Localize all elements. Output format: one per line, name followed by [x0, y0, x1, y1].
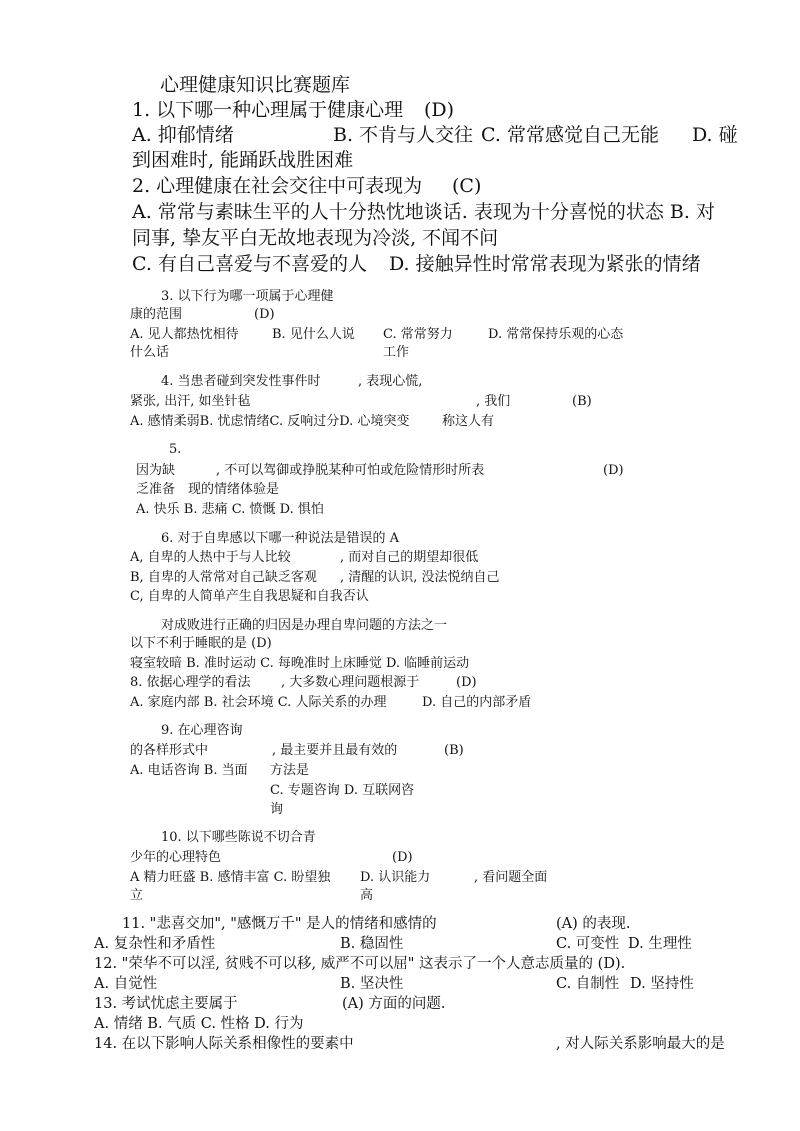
q14-stem-tail: , 对人际关系影响最大的是 — [556, 1036, 725, 1052]
q13-answer: (A) 方面的问题. — [342, 996, 446, 1012]
q10-options-abc-cont: 立 — [130, 888, 144, 903]
q3-option-b: B. 见什么人说 — [272, 327, 355, 342]
q1-option-d-cont: 到困难时, 能踊跃战胜困难 — [132, 149, 354, 171]
page-title: 心理健康知识比赛题库 — [160, 74, 351, 96]
q8-stem: 8. 依据心理学的看法 — [130, 675, 251, 690]
q6-option-a: A, 自卑的人热中于与人比较 — [130, 550, 291, 565]
q4-stem: 4. 当患者碰到突发性事件时 — [161, 374, 321, 389]
q4-answer: (B) — [572, 394, 592, 409]
q11-option-b: B. 稳固性 — [340, 936, 404, 952]
q9-options-cd-cont: 询 — [270, 802, 284, 817]
q3-option-a: A. 见人都热忱相待 — [130, 327, 239, 342]
q14-stem: 14. 在以下影响人际关系相像性的要素中 — [94, 1036, 354, 1052]
q12-option-a: A. 自觉性 — [94, 976, 158, 992]
q2-option-a: A. 常常与素昧生平的人十分热忱地谈话. 表现为十分喜悦的状态 B. 对 — [132, 201, 715, 223]
q10-stem: 10. 以下哪些陈说不切合青 — [161, 830, 316, 845]
q3-option-c-cont: 工作 — [383, 345, 410, 360]
q4-stem-b: , 表现心慌, — [358, 374, 423, 389]
q11-option-a: A. 复杂性和矛盾性 — [94, 936, 216, 952]
q10-option-d: D. 认识能力 — [360, 870, 431, 885]
q5-stem-c: 乏准备 — [136, 482, 176, 497]
q1-stem: 1. 以下哪一种心理属于健康心理 — [132, 99, 404, 121]
q5-number: 5. — [169, 442, 182, 457]
q9-answer: (B) — [444, 743, 464, 758]
q2-option-c: C. 有自己喜爱与不喜爱的人 — [132, 253, 367, 275]
q3-stem: 3. 以下行为哪一项属于心理健 — [161, 289, 334, 304]
q5-options: A. 快乐 B. 悲痛 C. 愤慨 D. 惧怕 — [136, 502, 324, 517]
q8-stem-cont: , 大多数心理问题根源于 — [281, 675, 420, 690]
q8-answer: (D) — [456, 675, 477, 690]
q11-stem: 11. "悲喜交加", "感慨万千" 是人的情绪和感情的 — [122, 916, 437, 932]
q9-stem: 9. 在心理咨询 — [161, 723, 243, 738]
q1-option-b: B. 不肯与人交往 — [333, 124, 474, 146]
q13-stem: 13. 考试忧虑主要属于 — [94, 996, 238, 1012]
q4-stem-cont-b: , 我们 — [476, 394, 511, 409]
q3-answer: (D) — [254, 307, 275, 322]
q3-option-a-cont: 什么话 — [130, 345, 170, 360]
q1-answer: (D) — [424, 99, 455, 121]
q1-option-a: A. 抑郁情绪 — [132, 124, 234, 146]
q8-option-d: D. 自己的内部矛盾 — [422, 695, 532, 710]
q6-option-c: C, 自卑的人简单产生自我思疑和自我否认 — [130, 589, 369, 604]
q2-option-d: D. 接触异性时常常表现为紧张的情绪 — [389, 253, 701, 275]
q4-options: A. 感情柔弱B. 忧虑情绪C. 反响过分D. 心境突变 — [130, 414, 410, 429]
q11-answer: (A) 的表现. — [556, 916, 631, 932]
q4-stem-cont: 紧张, 出汗, 如坐针毡 — [130, 394, 251, 409]
q5-stem-b: , 不可以驾御或挣脱某种可怕或危险情形时所表 — [216, 463, 485, 478]
q8-options: A. 家庭内部 B. 社会环境 C. 人际关系的办理 — [130, 695, 387, 710]
q3-stem-cont: 康的范围 — [130, 307, 183, 322]
q3-option-d: D. 常常保持乐观的心态 — [488, 327, 624, 342]
q6-option-d: 对成败进行正确的归因是办理自卑问题的方法之一 — [161, 618, 448, 633]
q13-options: A. 情绪 B. 气质 C. 性格 D. 行为 — [94, 1016, 304, 1032]
q2-option-b-cont: 同事, 挚友平白无故地表现为冷淡, 不闻不问 — [132, 227, 499, 249]
q6-stem: 6. 对于自卑感以下哪一种说法是错误的 A — [161, 531, 400, 546]
q2-answer: (C) — [452, 175, 482, 197]
q10-stem-cont: 少年的心理特色 — [130, 850, 222, 865]
q9-options-cd: C. 专题咨询 D. 互联网咨 — [270, 783, 415, 798]
q12-option-d: D. 坚持性 — [630, 976, 694, 992]
q10-option-d-cont: 高 — [360, 888, 374, 903]
q9-stem-b: , 最主要并且最有效的 — [272, 743, 398, 758]
q1-option-c: C. 常常感觉自己无能 — [481, 124, 659, 146]
q12-option-c: C. 自制性 — [556, 976, 620, 992]
q9-stem-tail: 方法是 — [270, 763, 310, 778]
q6-option-b-cont: , 清醒的认识, 没法悦纳自己 — [340, 570, 500, 585]
q9-options-ab: A. 电话咨询 B. 当面 — [130, 763, 248, 778]
q3-option-c: C. 常常努力 — [383, 327, 453, 342]
q5-stem-a: 因为缺 — [136, 463, 176, 478]
q11-option-d: D. 生理性 — [628, 936, 692, 952]
q1-option-d: D. 碰 — [692, 124, 738, 146]
q10-option-d-tail: , 看问题全面 — [474, 870, 548, 885]
q2-stem: 2. 心理健康在社会交往中可表现为 — [132, 175, 423, 197]
q10-answer: (D) — [392, 850, 413, 865]
q7-options: 寝室较暗 B. 准时运动 C. 每晚准时上床睡觉 D. 临睡前运动 — [130, 656, 470, 671]
q9-stem-cont: 的各样形式中 — [130, 743, 209, 758]
q7-stem: 以下不利于睡眠的是 (D) — [130, 636, 272, 651]
q4-stem-tail: 称这人有 — [442, 414, 495, 429]
q10-options-abc: A 精力旺盛 B. 感情丰富 C. 盼望独 — [130, 870, 331, 885]
q11-option-c: C. 可变性 — [556, 936, 620, 952]
q5-stem-d: 现的情绪体验是 — [188, 482, 280, 497]
q6-option-a-cont: , 而对自己的期望却很低 — [340, 550, 479, 565]
q5-answer: (D) — [603, 463, 624, 478]
q6-option-b: B, 自卑的人常常对自己缺乏客观 — [130, 570, 317, 585]
q12-option-b: B. 坚决性 — [340, 976, 404, 992]
q12-stem: 12. "荣华不可以淫, 贫贱不可以移, 威严不可以屈" 这表示了一个人意志质量的 (D). — [94, 956, 626, 972]
